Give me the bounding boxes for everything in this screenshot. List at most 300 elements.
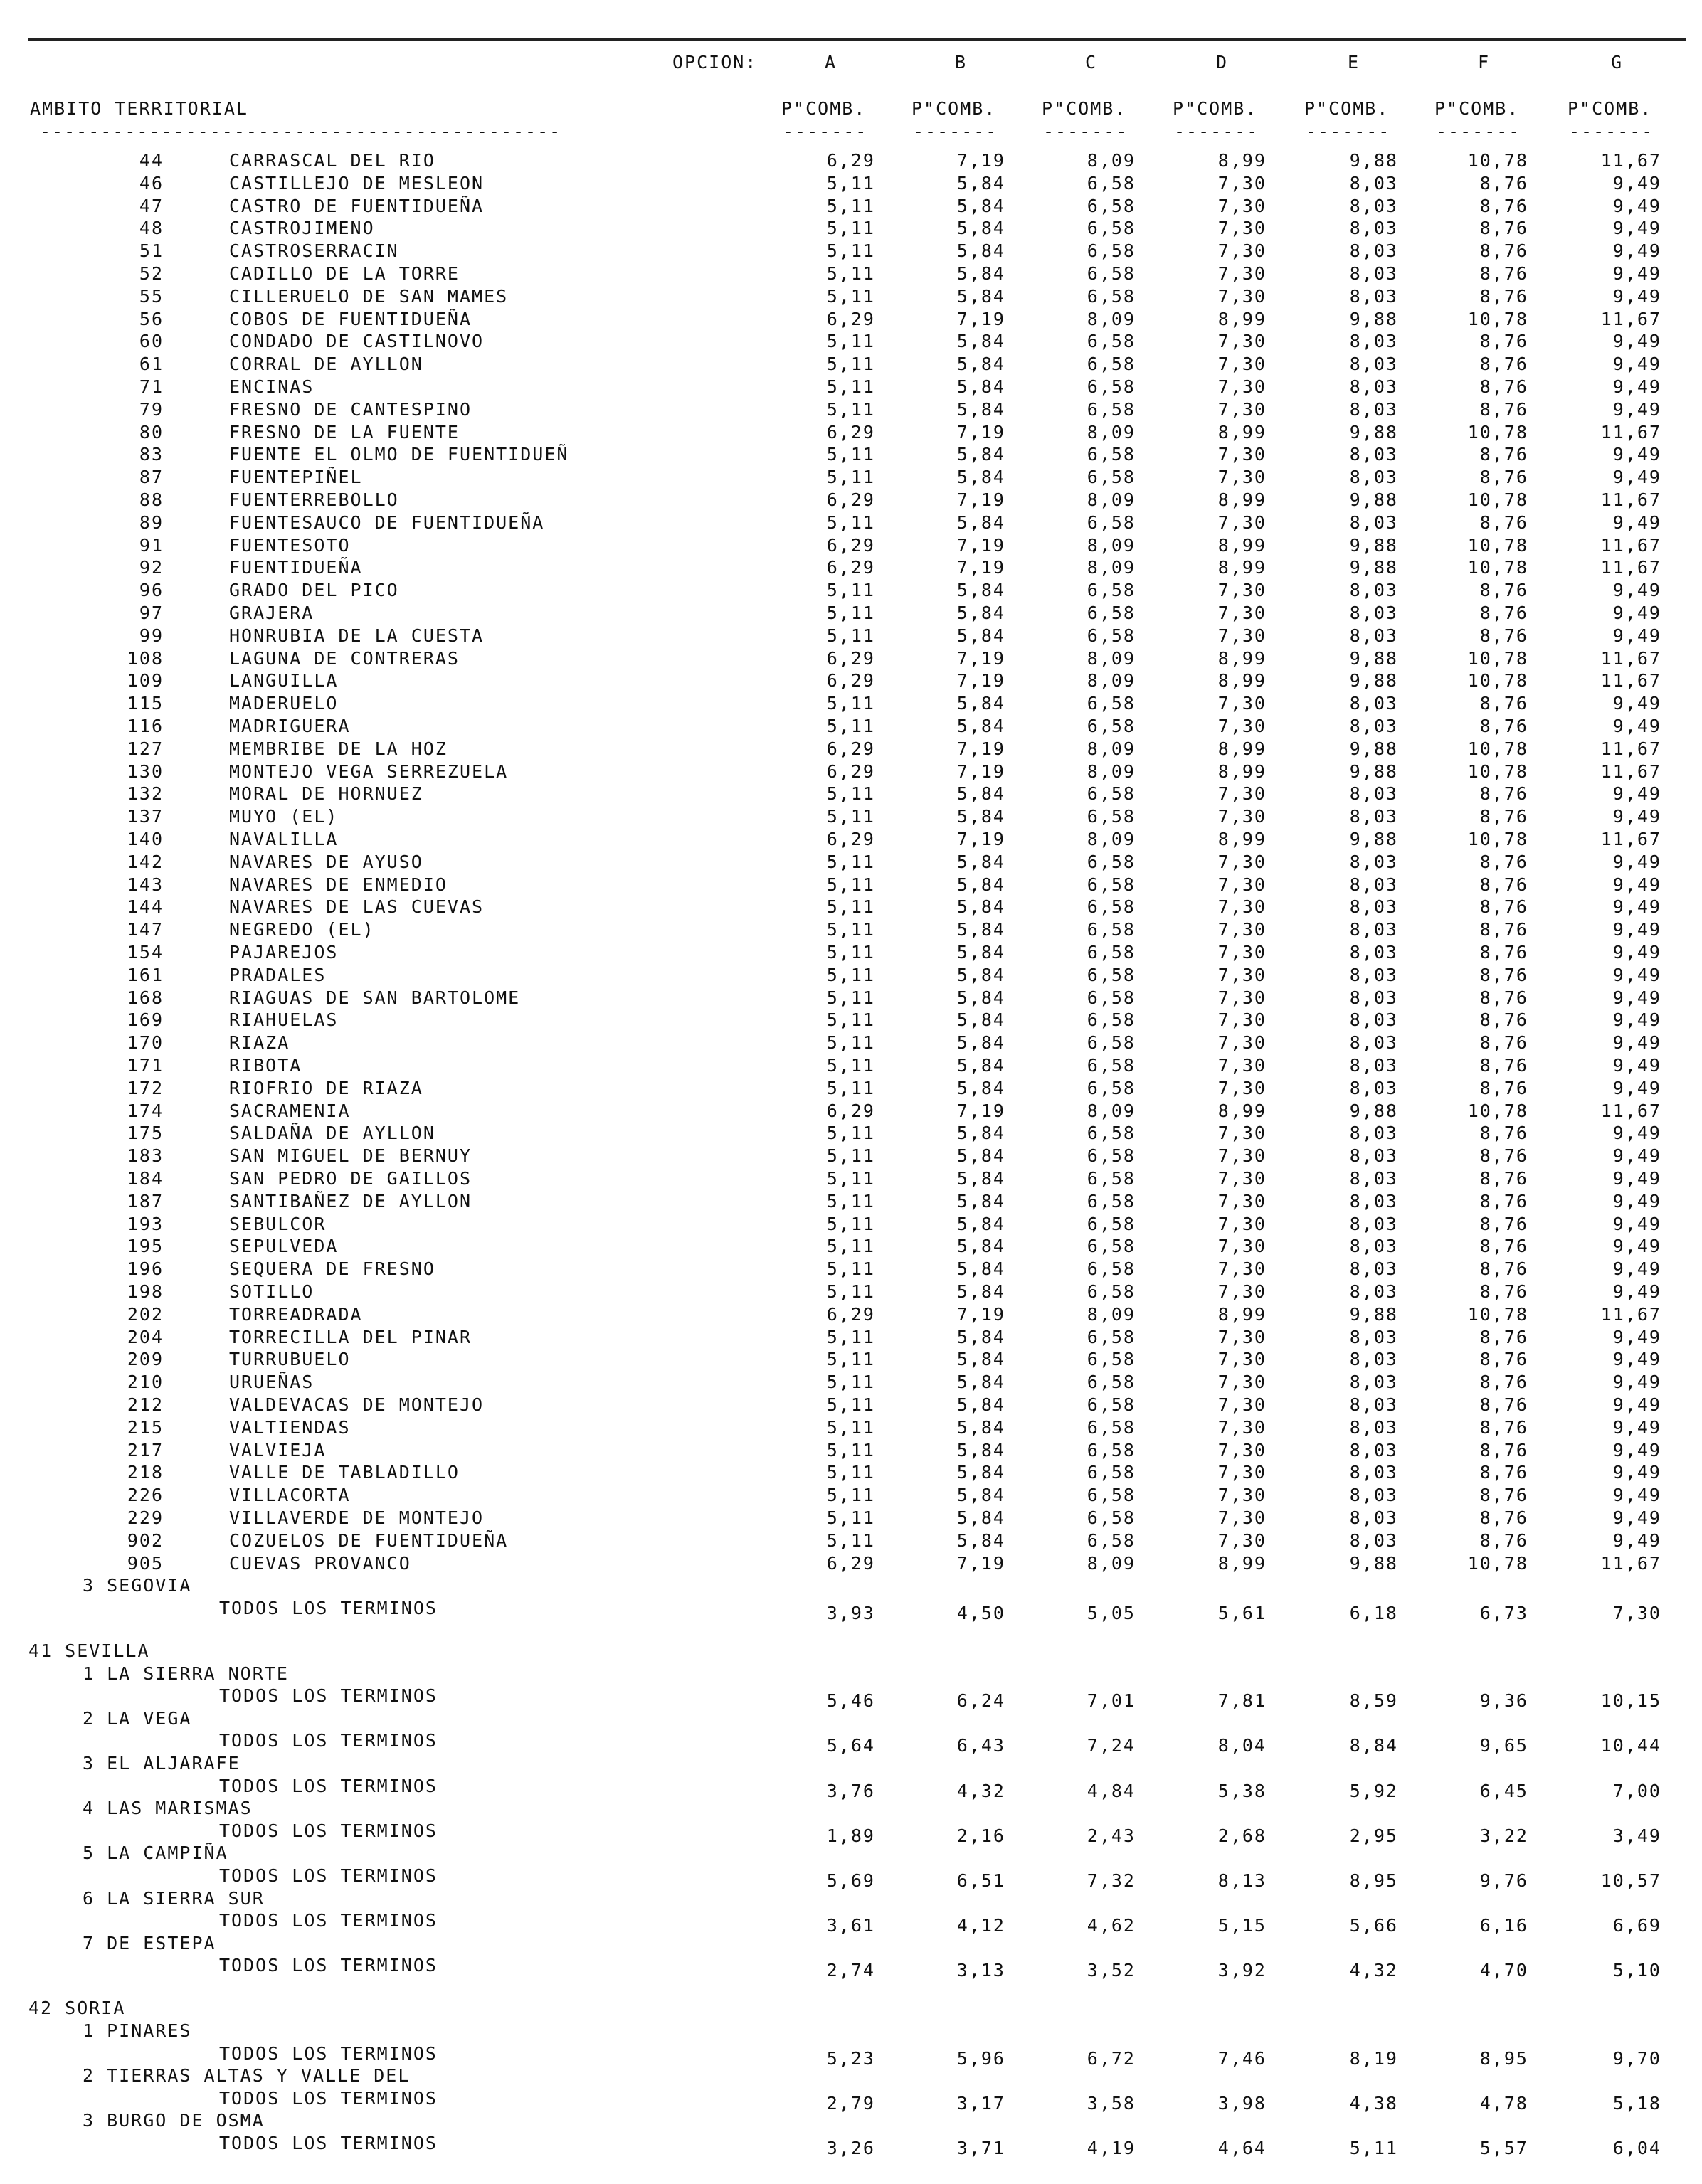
price-cell: 8,03 [1349, 1485, 1398, 1506]
municipality-code: 115 [127, 693, 164, 714]
total-cell: 9,36 [1479, 1690, 1528, 1712]
table-row [0, 1326, 1702, 1349]
price-cell: 8,09 [1087, 670, 1136, 691]
price-cell: 8,76 [1479, 285, 1528, 307]
price-cell: 7,19 [956, 150, 1005, 171]
table-row [0, 1507, 1702, 1530]
price-cell: 7,30 [1217, 1530, 1267, 1551]
price-cell: 8,03 [1349, 1213, 1398, 1234]
price-cell: 7,30 [1217, 603, 1267, 623]
price-cell: 5,84 [956, 1281, 1005, 1302]
price-cell: 5,84 [956, 1372, 1005, 1393]
municipality-name: CASTRO DE FUENTIDUEÑA [229, 195, 485, 216]
price-cell: 6,58 [1087, 263, 1136, 284]
price-cell: 8,09 [1087, 308, 1136, 329]
price-cell: 8,03 [1349, 218, 1398, 239]
price-cell: 5,11 [826, 1077, 875, 1098]
option-letter: C [1085, 52, 1098, 73]
option-letter: G [1611, 52, 1624, 73]
price-cell: 5,11 [826, 1009, 875, 1031]
municipality-name: NAVARES DE LAS CUEVAS [229, 896, 485, 918]
price-cell: 7,30 [1217, 195, 1267, 216]
price-cell: 7,30 [1217, 376, 1267, 397]
municipality-name: SAN MIGUEL DE BERNUY [229, 1145, 472, 1167]
price-cell: 8,99 [1217, 738, 1267, 759]
price-cell: 8,76 [1479, 987, 1528, 1008]
total-cell: 4,32 [956, 1780, 1005, 1801]
municipality-code: 89 [139, 511, 164, 533]
price-cell: 9,88 [1349, 1100, 1398, 1121]
price-cell: 9,49 [1612, 1009, 1661, 1031]
section-label: 3 BURGO DE OSMA [83, 2110, 265, 2131]
price-cell: 5,84 [956, 874, 1005, 895]
price-cell: 5,11 [826, 195, 875, 216]
price-cell: 6,58 [1087, 1009, 1136, 1031]
price-cell: 9,49 [1612, 693, 1661, 714]
comarca-heading [0, 1842, 1702, 1865]
price-cell: 8,76 [1479, 716, 1528, 736]
price-cell: 9,49 [1612, 354, 1661, 375]
price-cell: 8,03 [1349, 1190, 1398, 1212]
table-row [0, 1213, 1702, 1236]
municipality-name: GRADO DEL PICO [229, 580, 399, 601]
price-cell: 8,03 [1349, 625, 1398, 646]
municipality-name: NEGREDO (EL) [229, 919, 375, 940]
price-cell: 6,29 [826, 308, 875, 329]
table-row [0, 669, 1702, 692]
price-cell: 8,03 [1349, 806, 1398, 827]
total-cell: 9,70 [1612, 2047, 1661, 2069]
table-row [0, 285, 1702, 308]
price-cell: 11,67 [1600, 150, 1661, 171]
price-cell: 8,09 [1087, 1303, 1136, 1325]
price-cell: 6,58 [1087, 806, 1136, 827]
price-cell: 8,76 [1479, 1349, 1528, 1370]
price-cell: 8,76 [1479, 1032, 1528, 1054]
price-cell: 6,58 [1087, 1530, 1136, 1551]
price-cell: 7,30 [1217, 444, 1267, 465]
price-cell: 6,29 [826, 150, 875, 171]
price-cell: 8,99 [1217, 760, 1267, 782]
price-cell: 6,29 [826, 760, 875, 782]
total-cell: 2,68 [1217, 1825, 1267, 1846]
section-label: 1 LA SIERRA NORTE [83, 1663, 289, 1684]
price-cell: 8,76 [1479, 851, 1528, 872]
price-cell: 8,09 [1087, 760, 1136, 782]
total-row [0, 1685, 1702, 1712]
municipality-code: 142 [127, 851, 164, 872]
price-cell: 7,30 [1217, 1190, 1267, 1212]
table-row [0, 1009, 1702, 1032]
comarca-heading [0, 1887, 1702, 1910]
price-cell: 8,76 [1479, 1372, 1528, 1393]
municipality-name: SOTILLO [229, 1281, 314, 1302]
price-cell: 7,19 [956, 1303, 1005, 1325]
price-cell: 9,49 [1612, 263, 1661, 284]
price-cell: 8,03 [1349, 1009, 1398, 1031]
price-cell: 8,99 [1217, 1552, 1267, 1574]
price-cell: 9,88 [1349, 829, 1398, 849]
price-cell: 9,49 [1612, 942, 1661, 963]
municipality-name: SAN PEDRO DE GAILLOS [229, 1168, 472, 1189]
price-cell: 11,67 [1600, 1100, 1661, 1121]
total-label: TODOS LOS TERMINOS [219, 2087, 438, 2109]
total-cell: 7,46 [1217, 2047, 1267, 2069]
price-cell: 8,03 [1349, 1055, 1398, 1076]
price-cell: 7,30 [1217, 942, 1267, 963]
ambito-label: AMBITO TERRITORIAL [30, 98, 248, 119]
price-cell: 8,76 [1479, 1009, 1528, 1031]
price-cell: 8,76 [1479, 1439, 1528, 1461]
price-cell: 6,58 [1087, 1077, 1136, 1098]
price-cell: 8,03 [1349, 331, 1398, 352]
municipality-name: SEBULCOR [229, 1213, 327, 1234]
municipality-name: MUYO (EL) [229, 806, 339, 827]
total-cell: 8,04 [1217, 1735, 1267, 1756]
price-cell: 7,19 [956, 1552, 1005, 1574]
table-row [0, 149, 1702, 172]
price-cell: 5,11 [826, 1123, 875, 1144]
column-label: P"COMB. [1568, 98, 1653, 119]
price-cell: 5,84 [956, 1055, 1005, 1076]
table-row [0, 1348, 1702, 1371]
price-cell: 5,11 [826, 693, 875, 714]
municipality-code: 79 [139, 398, 164, 420]
price-cell: 11,67 [1600, 1552, 1661, 1574]
total-cell: 4,62 [1087, 1915, 1136, 1936]
price-cell: 7,30 [1217, 1281, 1267, 1302]
price-cell: 9,49 [1612, 376, 1661, 397]
total-row [0, 2132, 1702, 2159]
price-cell: 7,30 [1217, 1055, 1267, 1076]
municipality-name: TURRUBUELO [229, 1349, 351, 1370]
price-cell: 5,11 [826, 376, 875, 397]
municipality-code: 132 [127, 783, 164, 805]
price-cell: 6,58 [1087, 1213, 1136, 1234]
table-row [0, 1054, 1702, 1077]
price-cell: 5,11 [826, 1372, 875, 1393]
municipality-name: CUEVAS PROVANCO [229, 1552, 411, 1574]
price-cell: 5,11 [826, 1349, 875, 1370]
price-cell: 8,99 [1217, 534, 1267, 556]
table-row [0, 263, 1702, 285]
price-cell: 5,84 [956, 195, 1005, 216]
price-cell: 9,88 [1349, 308, 1398, 329]
price-cell: 5,11 [826, 896, 875, 918]
total-cell: 2,16 [956, 1825, 1005, 1846]
price-cell: 9,49 [1612, 1349, 1661, 1370]
price-cell: 7,30 [1217, 354, 1267, 375]
municipality-name: VALLE DE TABLADILLO [229, 1462, 460, 1483]
price-cell: 7,19 [956, 421, 1005, 442]
municipality-code: 193 [127, 1213, 164, 1234]
price-cell: 9,88 [1349, 150, 1398, 171]
price-cell: 6,58 [1087, 1439, 1136, 1461]
price-cell: 7,30 [1217, 285, 1267, 307]
table-row [0, 579, 1702, 602]
price-cell: 8,76 [1479, 1326, 1528, 1347]
municipality-name: VALDEVACAS DE MONTEJO [229, 1394, 485, 1415]
comarca-heading [0, 1707, 1702, 1730]
price-cell: 8,76 [1479, 1507, 1528, 1528]
price-cell: 10,78 [1467, 534, 1528, 556]
price-cell: 5,11 [826, 511, 875, 533]
price-cell: 5,11 [826, 172, 875, 194]
price-cell: 7,30 [1217, 693, 1267, 714]
table-row [0, 625, 1702, 647]
price-cell: 5,11 [826, 218, 875, 239]
price-cell: 5,11 [826, 1258, 875, 1280]
municipality-name: GRAJERA [229, 603, 314, 623]
municipality-code: 56 [139, 308, 164, 329]
price-cell: 8,76 [1479, 942, 1528, 963]
total-cell: 8,13 [1217, 1870, 1267, 1892]
price-cell: 8,99 [1217, 308, 1267, 329]
price-cell: 11,67 [1600, 557, 1661, 578]
price-cell: 8,76 [1479, 1055, 1528, 1076]
price-cell: 7,30 [1217, 783, 1267, 805]
table-row [0, 1484, 1702, 1507]
price-cell: 8,03 [1349, 919, 1398, 940]
price-cell: 6,58 [1087, 240, 1136, 262]
price-cell: 6,29 [826, 829, 875, 849]
price-cell: 7,30 [1217, 1462, 1267, 1483]
price-cell: 9,49 [1612, 240, 1661, 262]
price-cell: 8,03 [1349, 1530, 1398, 1551]
total-cell: 3,93 [826, 1603, 875, 1623]
price-cell: 9,49 [1612, 1530, 1661, 1551]
price-cell: 6,58 [1087, 964, 1136, 985]
price-cell: 8,03 [1349, 1372, 1398, 1393]
total-cell: 6,72 [1087, 2047, 1136, 2069]
price-cell: 8,03 [1349, 1168, 1398, 1189]
price-cell: 5,11 [826, 331, 875, 352]
municipality-name: NAVALILLA [229, 829, 339, 849]
total-cell: 5,38 [1217, 1780, 1267, 1801]
price-cell: 9,88 [1349, 738, 1398, 759]
municipality-code: 172 [127, 1077, 164, 1098]
price-cell: 8,76 [1479, 376, 1528, 397]
price-cell: 11,67 [1600, 760, 1661, 782]
total-cell: 4,38 [1349, 2092, 1398, 2114]
municipality-name: NAVARES DE ENMEDIO [229, 874, 448, 895]
total-cell: 7,00 [1612, 1780, 1661, 1801]
price-cell: 9,49 [1612, 625, 1661, 646]
table-row [0, 489, 1702, 511]
price-cell: 9,49 [1612, 1032, 1661, 1054]
price-cell: 5,11 [826, 1055, 875, 1076]
table-row [0, 353, 1702, 376]
column-underline: ------- [1569, 121, 1654, 142]
price-cell: 5,11 [826, 240, 875, 262]
price-cell: 8,99 [1217, 829, 1267, 849]
price-cell: 5,84 [956, 398, 1005, 420]
municipality-code: 212 [127, 1394, 164, 1415]
section-label: 7 DE ESTEPA [83, 1932, 216, 1954]
municipality-code: 196 [127, 1258, 164, 1280]
price-cell: 6,58 [1087, 1485, 1136, 1506]
municipality-name: CASTROJIMENO [229, 218, 375, 239]
price-cell: 8,76 [1479, 964, 1528, 985]
municipality-code: 175 [127, 1123, 164, 1144]
price-cell: 7,19 [956, 534, 1005, 556]
price-cell: 5,11 [826, 1462, 875, 1483]
price-cell: 5,84 [956, 331, 1005, 352]
price-cell: 10,78 [1467, 829, 1528, 849]
total-cell: 4,64 [1217, 2138, 1267, 2159]
price-cell: 5,11 [826, 1416, 875, 1438]
municipality-code: 87 [139, 467, 164, 488]
total-cell: 9,65 [1479, 1735, 1528, 1756]
price-cell: 7,19 [956, 760, 1005, 782]
price-cell: 10,78 [1467, 1303, 1528, 1325]
price-cell: 5,11 [826, 444, 875, 465]
municipality-name: COZUELOS DE FUENTIDUEÑA [229, 1530, 509, 1551]
price-cell: 9,88 [1349, 670, 1398, 691]
price-cell: 5,84 [956, 964, 1005, 985]
municipality-code: 80 [139, 421, 164, 442]
price-cell: 9,49 [1612, 172, 1661, 194]
total-label: TODOS LOS TERMINOS [219, 1955, 438, 1976]
municipality-code: 905 [127, 1552, 164, 1574]
price-cell: 5,84 [956, 172, 1005, 194]
price-cell: 5,84 [956, 625, 1005, 646]
price-cell: 9,49 [1612, 919, 1661, 940]
price-cell: 8,76 [1479, 1485, 1528, 1506]
table-row [0, 1530, 1702, 1552]
total-cell: 6,24 [956, 1690, 1005, 1712]
price-cell: 5,11 [826, 783, 875, 805]
price-cell: 5,84 [956, 1236, 1005, 1257]
table-row [0, 783, 1702, 805]
price-cell: 9,88 [1349, 647, 1398, 669]
price-cell: 5,11 [826, 1213, 875, 1234]
price-cell: 9,88 [1349, 1303, 1398, 1325]
price-cell: 9,49 [1612, 1394, 1661, 1415]
price-cell: 5,84 [956, 1326, 1005, 1347]
price-cell: 7,30 [1217, 1349, 1267, 1370]
price-cell: 8,03 [1349, 1281, 1398, 1302]
price-cell: 8,09 [1087, 1552, 1136, 1574]
total-label: TODOS LOS TERMINOS [219, 1685, 438, 1707]
price-cell: 9,49 [1612, 331, 1661, 352]
price-cell: 9,49 [1612, 603, 1661, 623]
price-cell: 6,29 [826, 1552, 875, 1574]
municipality-code: 209 [127, 1349, 164, 1370]
municipality-code: 97 [139, 603, 164, 623]
price-cell: 6,29 [826, 1100, 875, 1121]
price-cell: 9,88 [1349, 489, 1398, 510]
price-cell: 5,84 [956, 1032, 1005, 1054]
price-cell: 8,03 [1349, 263, 1398, 284]
municipality-name: CASTILLEJO DE MESLEON [229, 172, 485, 194]
price-cell: 6,58 [1087, 580, 1136, 601]
total-cell: 5,18 [1612, 2092, 1661, 2114]
column-underline: ------- [1306, 121, 1391, 142]
price-cell: 5,11 [826, 263, 875, 284]
municipality-name: MADRIGUERA [229, 716, 351, 736]
price-cell: 7,30 [1217, 1123, 1267, 1144]
municipality-name: SANTIBAÑEZ DE AYLLON [229, 1190, 472, 1212]
price-cell: 8,99 [1217, 557, 1267, 578]
municipality-code: 170 [127, 1032, 164, 1054]
municipality-code: 140 [127, 829, 164, 849]
price-cell: 8,99 [1217, 1100, 1267, 1121]
price-cell: 6,58 [1087, 1258, 1136, 1280]
price-cell: 7,30 [1217, 851, 1267, 872]
municipality-name: SALDAÑA DE AYLLON [229, 1123, 435, 1144]
total-cell: 7,24 [1087, 1735, 1136, 1756]
table-row [0, 1394, 1702, 1416]
price-cell: 6,58 [1087, 716, 1136, 736]
total-cell: 3,58 [1087, 2092, 1136, 2114]
municipality-code: 109 [127, 670, 164, 691]
column-label: P"COMB. [781, 98, 867, 119]
municipality-code: 88 [139, 489, 164, 510]
municipality-name: FUENTIDUEÑA [229, 557, 363, 578]
price-cell: 7,30 [1217, 1258, 1267, 1280]
price-cell: 8,03 [1349, 467, 1398, 488]
price-cell: 8,76 [1479, 1416, 1528, 1438]
total-cell: 3,98 [1217, 2092, 1267, 2114]
price-cell: 6,29 [826, 1303, 875, 1325]
section-label: 3 EL ALJARAFE [83, 1753, 240, 1774]
municipality-code: 55 [139, 285, 164, 307]
municipality-code: 46 [139, 172, 164, 194]
table-row [0, 556, 1702, 579]
municipality-name: SEQUERA DE FRESNO [229, 1258, 435, 1280]
municipality-name: NAVARES DE AYUSO [229, 851, 423, 872]
price-cell: 6,58 [1087, 1349, 1136, 1370]
total-cell: 9,76 [1479, 1870, 1528, 1892]
municipality-name: LAGUNA DE CONTRERAS [229, 647, 460, 669]
price-cell: 6,58 [1087, 511, 1136, 533]
price-cell: 6,29 [826, 534, 875, 556]
municipality-code: 96 [139, 580, 164, 601]
table-row [0, 1100, 1702, 1123]
price-cell: 5,11 [826, 964, 875, 985]
price-cell: 9,49 [1612, 1372, 1661, 1393]
total-cell: 3,17 [956, 2092, 1005, 2114]
price-cell: 9,49 [1612, 398, 1661, 420]
column-underline: ------- [913, 121, 998, 142]
total-cell: 5,96 [956, 2047, 1005, 2069]
price-cell: 8,76 [1479, 354, 1528, 375]
price-cell: 8,76 [1479, 1236, 1528, 1257]
price-cell: 8,99 [1217, 421, 1267, 442]
price-cell: 5,84 [956, 1507, 1005, 1528]
table-row [0, 692, 1702, 715]
price-cell: 9,49 [1612, 1258, 1661, 1280]
municipality-code: 902 [127, 1530, 164, 1551]
total-row [0, 2087, 1702, 2114]
price-cell: 6,29 [826, 421, 875, 442]
column-label: P"COMB. [1042, 98, 1127, 119]
price-cell: 8,03 [1349, 1077, 1398, 1098]
price-cell: 5,84 [956, 693, 1005, 714]
price-cell: 6,58 [1087, 1123, 1136, 1144]
municipality-code: 48 [139, 218, 164, 239]
price-cell: 8,76 [1479, 467, 1528, 488]
price-cell: 5,84 [956, 1077, 1005, 1098]
price-cell: 7,30 [1217, 964, 1267, 985]
price-cell: 10,78 [1467, 738, 1528, 759]
price-cell: 9,49 [1612, 896, 1661, 918]
municipality-name: PAJAREJOS [229, 942, 339, 963]
section-label: 5 LA CAMPIÑA [83, 1843, 228, 1864]
price-cell: 8,03 [1349, 964, 1398, 985]
total-label: TODOS LOS TERMINOS [219, 1910, 438, 1931]
